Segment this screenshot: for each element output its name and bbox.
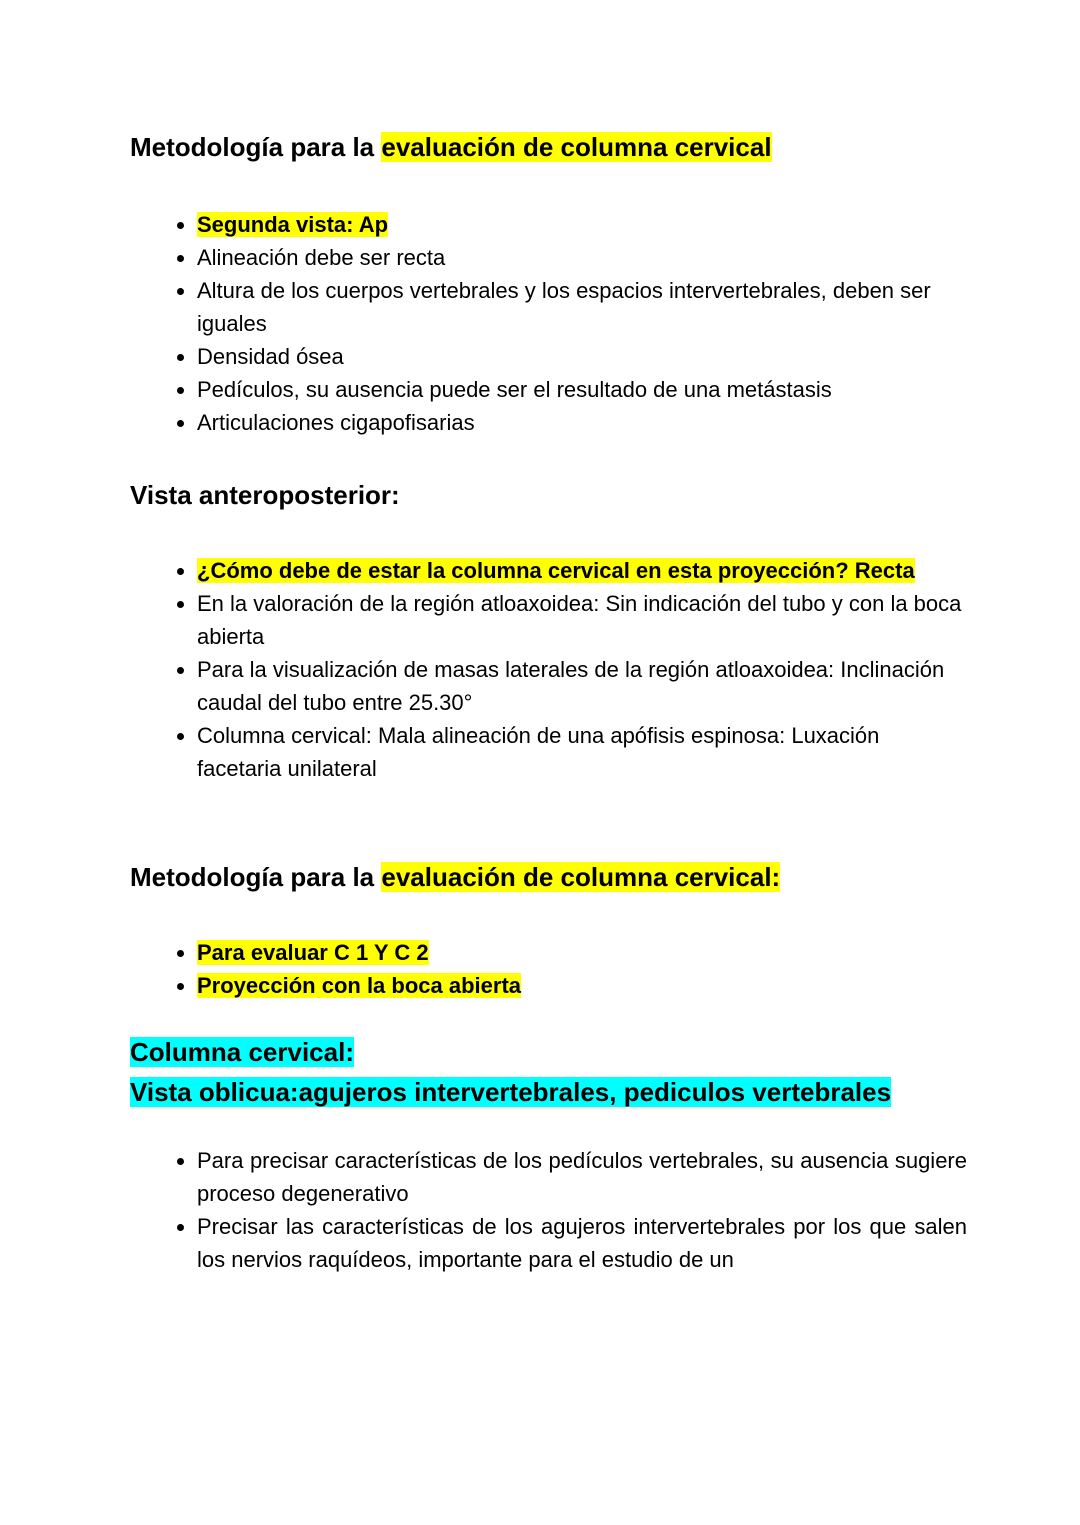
list-vista-anteroposterior (130, 554, 967, 785)
list-item (197, 208, 967, 241)
list-item (197, 274, 967, 340)
heading-text-segment: Metodología para la (130, 132, 382, 162)
list-item-text: ¿Cómo debe de estar la columna cervical en esta proyección? Recta (197, 558, 915, 583)
heading-metodologia-evaluacion (130, 131, 967, 164)
heading-text-segment: Metodología para la (130, 862, 382, 892)
list-item-text: Proyección con la boca abierta (197, 973, 522, 998)
list-item-text: Articulaciones cigapofisarias (197, 410, 475, 435)
heading-metodologia-evaluacion-2 (130, 861, 967, 894)
list-item (197, 936, 967, 969)
list-item-text: Columna cervical: Mala alineación de una apófisis espinosa: Luxación facetaria unilateral (197, 723, 880, 781)
list-item-text: Para la visualización de masas laterales de la región atloaxoidea: Inclinación caudal del tubo entre 25.30° (197, 657, 945, 715)
heading-vista-anteroposterior (130, 479, 967, 512)
heading-text-segment: evaluación de columna cervical: (381, 862, 781, 892)
list-item (197, 653, 967, 719)
list-item (197, 719, 967, 785)
list-item (197, 340, 967, 373)
heading-text-segment: Columna cervical: (130, 1037, 354, 1067)
list-evaluar-c1-c2 (130, 936, 967, 1002)
list-item-text: Segunda vista: Ap (197, 212, 389, 237)
list-item-text: Pedículos, su ausencia puede ser el resultado de una metástasis (197, 377, 832, 402)
list-item-text: En la valoración de la región atloaxoidea: Sin indicación del tubo y con la boca abierta (197, 591, 962, 649)
list-item (197, 241, 967, 274)
list-item-text: Para evaluar C 1 Y C 2 (197, 940, 429, 965)
list-item (197, 1144, 967, 1210)
list-item (197, 969, 967, 1002)
list-item (197, 587, 967, 653)
list-item-text: Alineación debe ser recta (197, 245, 446, 270)
list-item-text: Altura de los cuerpos vertebrales y los espacios intervertebrales, deben ser iguales (197, 278, 931, 336)
list-item-text: Densidad ósea (197, 344, 344, 369)
list-segunda-vista-ap (130, 208, 967, 439)
list-item (197, 373, 967, 406)
heading-columna-cervical-vista-oblicua (130, 1032, 967, 1112)
list-item (197, 406, 967, 439)
heading-text-segment: evaluación de columna cervical (381, 132, 772, 162)
list-item (197, 1210, 967, 1276)
heading-text-segment: Vista oblicua:agujeros intervertebrales, pediculos vertebrales (130, 1077, 892, 1107)
heading-text-segment: Vista anteroposterior: (130, 480, 400, 510)
list-item-text: Para precisar características de los pedículos vertebrales, su ausencia sugiere proceso degenerativo (197, 1148, 967, 1206)
list-pediculos-agujeros (130, 1144, 967, 1276)
list-item (197, 554, 967, 587)
list-item-text: Precisar las características de los agujeros intervertebrales por los que salen los nervios raquídeos, importante para el estudio de un (197, 1214, 967, 1272)
